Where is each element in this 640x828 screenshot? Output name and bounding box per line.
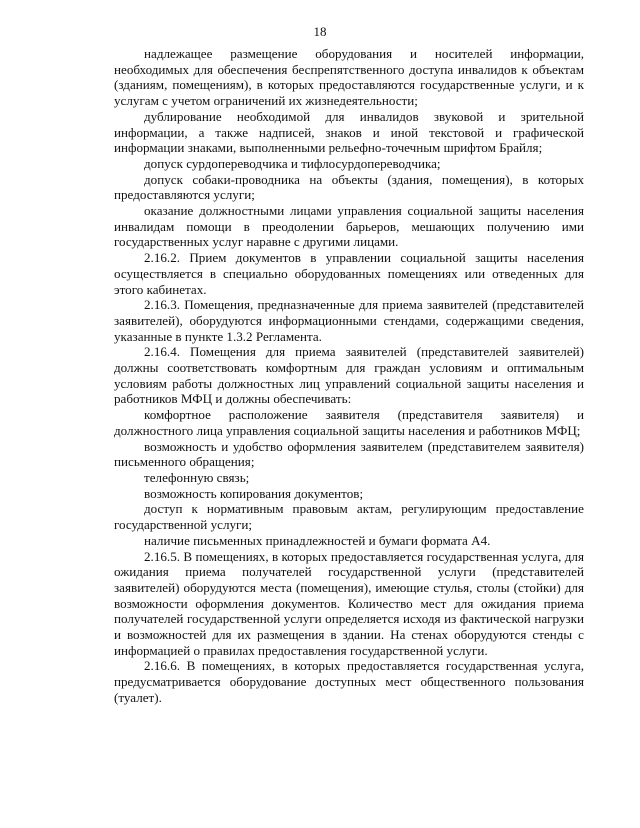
paragraph: дублирование необходимой для инвалидов звуковой и зрительной информации, а также надписей, знаков и иной текстовой и графической информации знаками, выполненными рельефно-точечным шрифтом Брайля; <box>114 108 584 156</box>
paragraph: 2.16.6. В помещениях, в которых предоставляется государственная услуга, предусматривается оборудование доступных мест общественного пользования (туалет). <box>114 658 584 705</box>
paragraph: надлежащее размещение оборудования и носителей информации, необходимых для обеспечения беспрепятственного доступа инвалидов к объектам (зданиям, помещениям), в которых предоставляются государственные услуги, и к услугам с учетом ограничений их жизнедеятельности; <box>114 46 584 109</box>
page-number: 18 <box>313 24 327 39</box>
paragraph: возможность копирования документов; <box>144 485 364 501</box>
paragraph: телефонную связь; <box>144 469 250 485</box>
paragraph: оказание должностными лицами управления социальной защиты населения инвалидам помощи в преодолении барьеров, мешающих получению ими государственных услуг наравне с другими лицами. <box>114 203 584 250</box>
paragraph: доступ к нормативным правовым актам, регулирующим предоставление государственной услуги; <box>114 501 584 533</box>
paragraph: 2.16.3. Помещения, предназначенные для приема заявителей (представителей заявителей), оборудуются информационными стендами, содержащими сведения, указанные в пункте 1.3.2 Регламента. <box>114 297 584 344</box>
paragraph: возможность и удобство оформления заявителем (представителем заявителя) письменного обращения; <box>114 438 584 470</box>
paragraph: 2.16.4. Помещения для приема заявителей (представителей заявителей) должны соответствовать комфортным для граждан условиям и оптимальным условиям работы должностных лиц управлений социальной защиты населения и работников МФЦ и должны обеспечивать: <box>114 344 584 407</box>
paragraph: наличие письменных принадлежностей и бумаги формата А4. <box>144 532 491 548</box>
paragraph: допуск сурдопереводчика и тифлосурдопереводчика; <box>144 155 441 171</box>
paragraph: 2.16.5. В помещениях, в которых предоставляется государственная услуга, для ожидания приема получателей государственной услуги (представителей заявителей) оборудуются места (помещения), имеющие стулья, столы (стойки) для возможности оформления документов. Количество мест для ожидания приема получателей государственной услуги определяется исходя из фактической нагрузки и возможностей для их размещения в здании. На стенах оборудуются стенды с информацией о правилах предоставления государственной услуги. <box>114 548 584 658</box>
paragraph: 2.16.2. Прием документов в управлении социальной защиты населения осуществляется в специально оборудованных помещениях или отведенных для этого кабинетах. <box>114 250 584 297</box>
paragraph: комфортное расположение заявителя (представителя заявителя) и должностного лица управления социальной защиты населения и работников МФЦ; <box>114 407 584 438</box>
paragraph: допуск собаки-проводника на объекты (здания, помещения), в которых предоставляются услуги; <box>114 171 584 203</box>
document-body <box>114 46 584 706</box>
